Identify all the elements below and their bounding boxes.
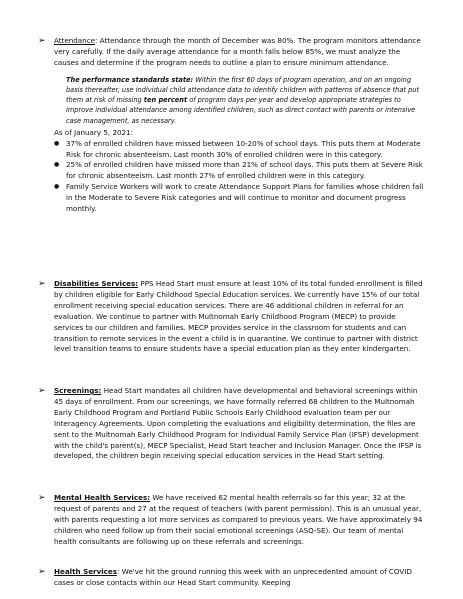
arrow-bullet-icon: ➢ [38,493,46,503]
list-item: ● Family Service Workers will work to create Attendance Support Plans for families whose children fall in the Moderate to Severe Risk categories and will continue to monitor and document progress monthly. [54,182,426,215]
health-label: Health Services [54,567,118,576]
standards-text-post: of program days per year and develop appropriate strategies to improve individual attendance among identified children, such as direct contact with parents or intensive case management, as necessary. [66,96,416,125]
screenings-paragraph [54,386,426,462]
health-text: : We've hit the ground running this week with an unprecedented amount of COVID cases or close contacts within our Head Start community. Keeping [54,567,412,587]
standards-bold-lead: The performance standards state: [66,75,194,84]
health-paragraph [54,567,426,589]
attendance-paragraph [54,36,426,69]
as-of-date: As of January 5, 2021: [54,127,134,137]
disabilities-section [38,279,426,355]
attendance-bullet-list [54,139,426,215]
arrow-bullet-icon: ➢ [38,279,46,289]
standards-text-pre: Within the first 60 days of program operation, and on an ongoing basis thereafter, use individual child attendance data to identify children with patterns of absence that put them at risk of missing [66,75,420,105]
standards-bold-ten-percent: ten percent [143,96,188,105]
health-section [38,567,426,589]
arrow-bullet-icon: ➢ [38,386,46,396]
attendance-text: : Attendance through the month of December was 80%. The program monitors attendance very carefully. If the daily average attendance for a month falls below 85%, we must analyze the causes and determine if the program needs to outline a plan to ensure minimum attendance. [54,36,421,67]
performance-standards-quote [66,75,426,126]
attendance-section [38,36,426,215]
screenings-section [38,386,426,462]
list-item: ● 37% of enrolled children have missed between 10-20% of school days. This puts them at Moderate Risk for chronic absenteeism. Last month 30% of enrolled children were in this category. [54,139,426,161]
mental-health-paragraph [54,493,426,548]
mental-health-label: Mental Health Services: [54,493,151,502]
screenings-label: Screenings: [54,386,102,395]
screenings-text: Head Start mandates all children have developmental and behavioral screenings within 45 days of enrollment. From our screenings, we have formally referred 68 children to the Multnomah Early Childhood Program and Portland Public Schools Early Childhood evaluation team per our Interagency Agreements. Upon completing the evaluations and eligibility determination, the files are sent to the Multnomah Early Childhood Program for Individual Family Service Plan (IFSP) development with the child's parent(s), MECP Specialist, Head Start teacher and Inclusion Manager. Once the IFSP is developed, the children begin receiving special education services in the Head Start setting. [54,386,422,461]
disabilities-paragraph [54,279,426,355]
list-item: ● 25% of enrolled children have missed more than 21% of school days. This puts them at Severe Risk for chronic absenteeism. Last month 27% of enrolled children were in this category. [54,160,426,182]
mental-health-text: We have received 62 mental health referrals so far this year; 32 at the request of parents and 27 at the request of teachers (with parent permission). This is an unusual year, with parents requesting a lot more services as compared to previous years. We have approximately 94 children who need follow up from their social emotional screenings (ASQ-SE). Our team of mental health consultants are following up on these referrals and screenings. [54,493,423,546]
disabilities-text: PPS Head Start must ensure at least 10% of its total funded enrollment is filled by children eligible for Early Childhood Special Education services. We currently have 15% of our total enrollment receiving special education services. There are 46 additional children in referral for an evaluation. We continue to partner with Multnomah Early Childhood Program (MECP) to provide services to our children and families. MECP provides service in the classroom for students and can transition to remote services in the event a child is in quarantine. We continue to partner with district level transition teams to ensure students have a special education plan as they enter kindergarten. [54,279,423,354]
arrow-bullet-icon: ➢ [38,36,46,46]
attendance-label: Attendance [54,36,96,45]
disabilities-label: Disabilities Services: [54,279,139,288]
mental-health-section [38,493,426,548]
arrow-bullet-icon: ➢ [38,567,46,577]
